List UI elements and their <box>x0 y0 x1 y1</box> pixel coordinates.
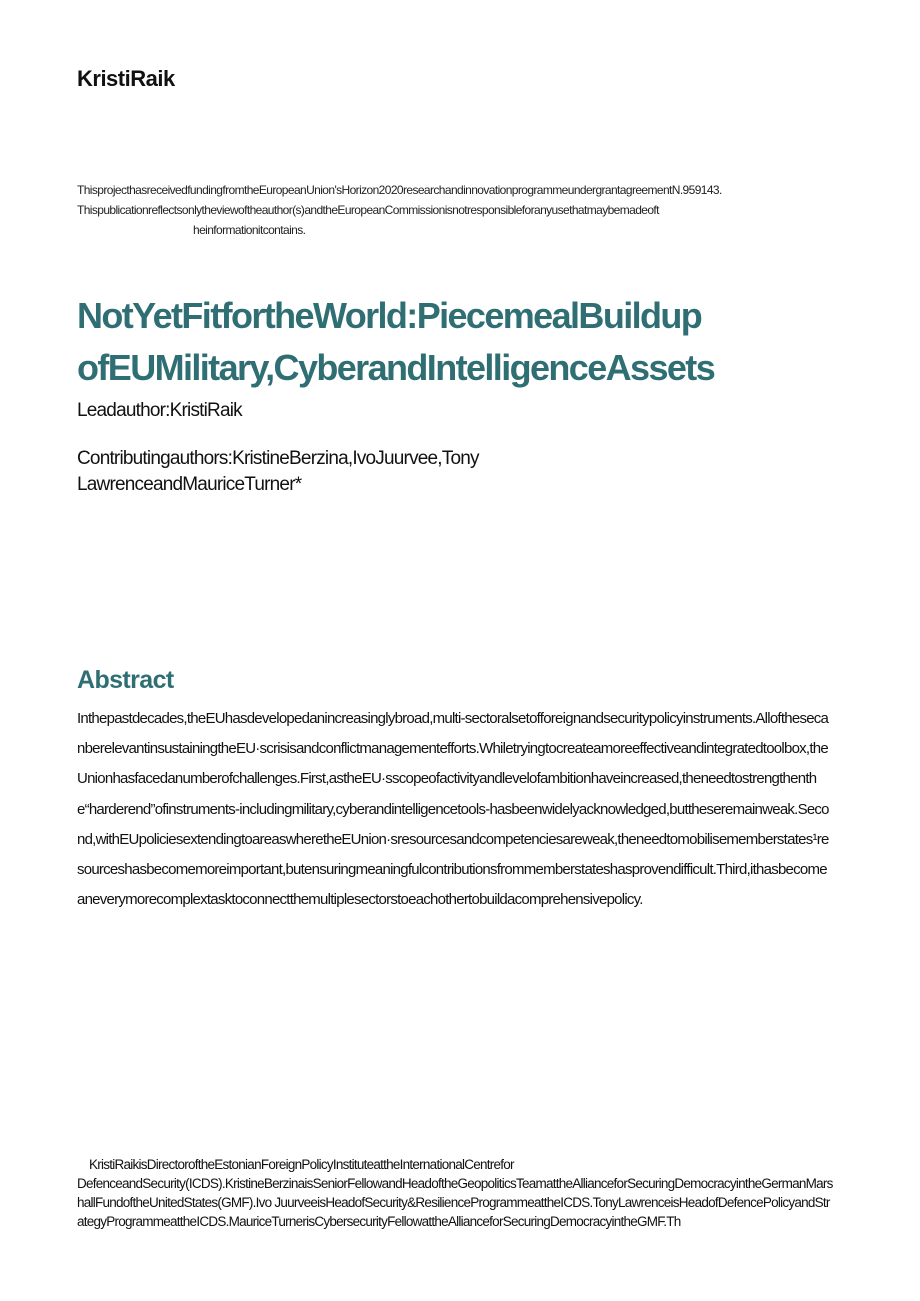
author-footnote-line-1: KristiRaikisDirectoroftheEstonianForeignPolicyInstituteattheInternationalCentrefor <box>89 1157 514 1172</box>
abstract-heading: Abstract <box>77 666 174 694</box>
lead-author: Leadauthor:KristiRaik <box>77 400 242 421</box>
contributing-authors: Contributingauthors:KristineBerzina,IvoJuurvee,Tony LawrenceandMauriceTurner* <box>77 448 479 495</box>
paper-title-line-2: ofEUMilitary,CyberandIntelligenceAssets <box>77 347 715 388</box>
paper-title-line-1: NotYetFitfortheWorld:PiecemealBuildup <box>77 295 702 336</box>
author-footnote-continued: DefenceandSecurity(ICDS).KristineBerzinaisSeniorFellowandHeadoftheGeopoliticsTeamattheAllianceforSecuringDemocracyintheGermanMarshallFundoftheUnitedStates(GMF).Ivo JuurveeisHeadofSecurity&ResilienceProgrammeattheICDS.TonyLawrenceisHeadofDefencePolicyandStrategyProgrammeattheICDS.MauriceTurnerisCybersecurityFellowattheAllianceforSecuringDemocracyintheGMF.Th <box>77 1176 833 1229</box>
funding-notice <box>77 180 833 240</box>
running-author-name: KristiRaik <box>77 66 175 91</box>
disclaimer-statement: Thispublicationreflectsonlytheviewoftheauthor(s)andtheEuropeanCommissionisnotresponsibleforanyusethatmaybemadeoft <box>77 203 659 217</box>
abstract-body: Inthepastdecades,theEUhasdevelopedanincreasinglybroad,multi-sectoralsetofforeignandsecuritypolicyinstruments.AllofthesecanberelevantinsustainingtheEU·scrisisandconflictmanagementefforts.Whiletryingtocreateamoreeffectiveandintegratedtoolbox,theUnionhasfacedanumberofchallenges.First,astheEU·sscopeofactivityandlevelofambitionhaveincreased,theneedtostrengthenthe“harderend”ofinstruments-includingmilitary,cyberandintelligencetools-hasbeenwidelyacknowledged,buttheseremainweak.Second,withEUpoliciesextendingtoareaswheretheEUnion·sresourcesandcompetenciesareweak,theneedtomobilisememberstates¹resourceshasbecomemoreimportant,butensuringmeaningfulcontributionsfrommemberstateshasprovendifficult.Third,ithasbecomeaneverymorecomplextasktoconnectthemultiplesectorstoeachothertobuildacomprehensivepolicy. <box>77 710 829 909</box>
disclaimer-statement-continued: heinformationitcontains. <box>193 223 306 237</box>
paper-title <box>77 290 877 394</box>
author-footnote <box>77 1155 833 1231</box>
funding-statement: ThisprojecthasreceivedfundingfromtheEuropeanUnion'sHorizon2020researchandinnovationprogrammeundergrantagreementN.959143. <box>77 183 722 197</box>
